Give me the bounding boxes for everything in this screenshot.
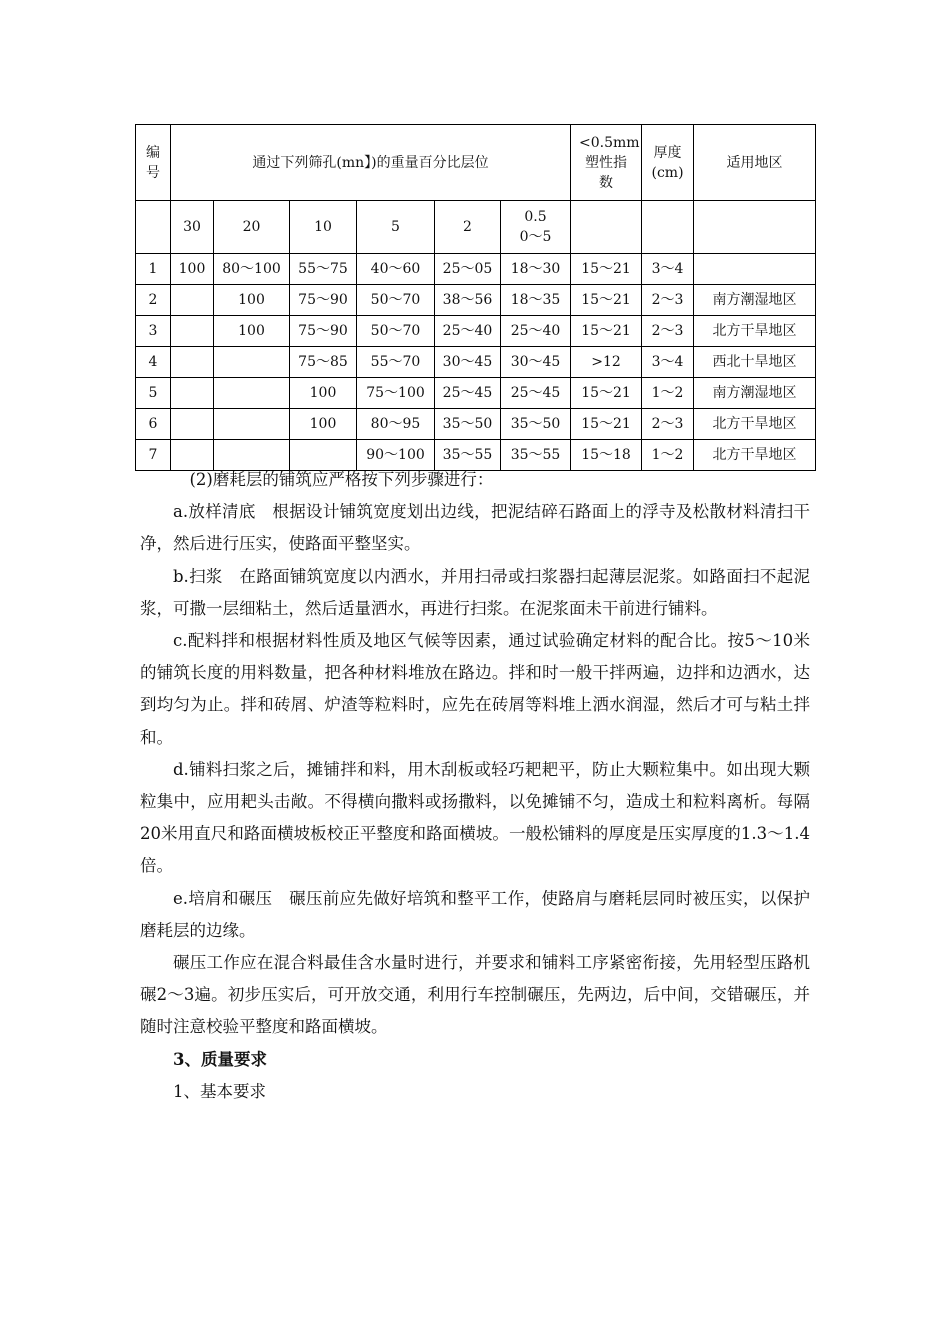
table-cell <box>136 201 171 254</box>
table-cell <box>214 378 290 409</box>
table-cell <box>214 347 290 378</box>
table-cell: 25～45 <box>435 378 501 409</box>
paragraph-step-b: b.扫浆 在路面铺筑宽度以内洒水，并用扫帚或扫浆器扫起薄层泥浆。如路面扫不起泥浆，可撒一层细粘土，然后适量洒水，再进行扫浆。在泥浆面未干前进行铺料。 <box>140 566 810 618</box>
table-cell <box>214 409 290 440</box>
table-cell: 80～100 <box>214 254 290 285</box>
table-cell: 3～4 <box>642 347 694 378</box>
sieve-size: 2 <box>435 201 501 254</box>
table-cell: 北方干旱地区 <box>694 440 816 471</box>
table-cell: 55～70 <box>357 347 435 378</box>
table-cell: 7 <box>136 440 171 471</box>
table-cell: 35～50 <box>501 409 571 440</box>
table-cell: 50～70 <box>357 316 435 347</box>
paragraph-step-d: d.铺料扫浆之后，摊铺拌和料，用木刮板或轻巧耙耙平，防止大颗粒集中。如出现大颗粒集中，应用耙头击敞。不得横向撒料或扬撒料，以免摊铺不匀，造成土和粒料离析。每隔20米用直尺和路面横坡板校正平整度和路面横坡。一般松铺料的厚度是压实厚度的1.3～1.4倍。 <box>140 759 810 876</box>
table-cell <box>694 201 816 254</box>
table-cell: 25～45 <box>501 378 571 409</box>
table-cell: 35～50 <box>435 409 501 440</box>
sieve-size: 0～5 <box>519 229 552 245</box>
table-cell <box>694 254 816 285</box>
table-cell: 2～3 <box>642 409 694 440</box>
table-cell: 6 <box>136 409 171 440</box>
sieve-size: 30 <box>171 201 214 254</box>
table-cell: 4 <box>136 347 171 378</box>
grading-table <box>135 124 816 471</box>
table-cell: 100 <box>290 409 357 440</box>
sieve-size: 20 <box>214 201 290 254</box>
table-cell: 75～90 <box>290 316 357 347</box>
table-cell: 1～2 <box>642 378 694 409</box>
table-cell: 3 <box>136 316 171 347</box>
table-row <box>136 347 816 378</box>
table-cell: 100 <box>214 316 290 347</box>
table-cell: 北方干旱地区 <box>694 409 816 440</box>
table-cell: 35～55 <box>435 440 501 471</box>
table-cell <box>642 201 694 254</box>
table-cell: >12 <box>571 347 642 378</box>
header-plasticity: <0.5mm塑性指数 <box>571 125 642 201</box>
table-cell: 15～21 <box>571 409 642 440</box>
paragraph-rolling: 碾压工作应在混合料最佳含水量时进行，并要求和铺料工序紧密衔接，先用轻型压路机碾2～3遍。初步压实后，可开放交通，利用行车控制碾压，先两边，后中间，交错碾压，并随时注意校验平整度和路面横坡。 <box>140 953 810 1037</box>
table-cell: 75～100 <box>357 378 435 409</box>
table-cell: 2～3 <box>642 285 694 316</box>
table-cell: 100 <box>214 285 290 316</box>
header-thickness: 厚度(cm) <box>642 125 694 201</box>
table-row <box>136 316 816 347</box>
sieve-size: 0.5 <box>524 209 547 225</box>
table-cell <box>571 201 642 254</box>
table-cell: 25～05 <box>435 254 501 285</box>
table-cell: 南方潮湿地区 <box>694 285 816 316</box>
subheading-basic-requirements: 1、基本要求 <box>173 1081 266 1101</box>
paragraph-intro: (2)磨耗层的铺筑应严格按下列步骤进行： <box>189 470 494 489</box>
table-cell: 35～55 <box>501 440 571 471</box>
paragraph-step-e: e.培肩和碾压 碾压前应先做好培筑和整平工作，使路肩与磨耗层同时被压实，以保护磨耗层的边缘。 <box>140 888 810 940</box>
table-cell <box>171 285 214 316</box>
body-text <box>140 464 810 1108</box>
table-cell: 15～21 <box>571 254 642 285</box>
paragraph-step-a: a.放样清底 根据设计铺筑宽度划出边线，把泥结碎石路面上的浮寺及松散材料清扫干净，然后进行压实，使路面平整坚实。 <box>140 502 810 554</box>
table-cell: 3～4 <box>642 254 694 285</box>
table-cell: 55～75 <box>290 254 357 285</box>
table-row <box>136 409 816 440</box>
header-number: 编号 <box>136 125 171 201</box>
table-cell: 40～60 <box>357 254 435 285</box>
table-cell: 1～2 <box>642 440 694 471</box>
paragraph-step-c: c.配料拌和根据材料性质及地区气候等因素，通过试验确定材料的配合比。按5～10米的铺筑长度的用料数量，把各种材料堆放在路边。拌和时一般干拌两遍，边拌和边洒水，达到均匀为止。拌和砖屑、炉渣等粒料时，应先在砖屑等料堆上洒水润湿，然后才可与粘土拌和。 <box>140 631 810 747</box>
table-cell: 15～18 <box>571 440 642 471</box>
table-cell: 2 <box>136 285 171 316</box>
table-cell: 5 <box>136 378 171 409</box>
table-cell: 80～95 <box>357 409 435 440</box>
sieve-size: 5 <box>357 201 435 254</box>
header-region: 适用地区 <box>694 125 816 201</box>
table-row <box>136 254 816 285</box>
table-subheader-row <box>136 201 816 254</box>
table-cell: 90～100 <box>357 440 435 471</box>
table-cell: 25～40 <box>501 316 571 347</box>
table-cell: 2～3 <box>642 316 694 347</box>
table-cell: 18～35 <box>501 285 571 316</box>
table-cell: 100 <box>171 254 214 285</box>
table-cell: 75～90 <box>290 285 357 316</box>
table-row <box>136 285 816 316</box>
table-cell: 西北十旱地区 <box>694 347 816 378</box>
header-sieve-title: 通过下列筛孔(mn】)的重量百分比层位 <box>171 125 571 201</box>
table-cell: 北方干旱地区 <box>694 316 816 347</box>
table-header-row <box>136 125 816 201</box>
table-cell: 15～21 <box>571 316 642 347</box>
table-cell: 15～21 <box>571 285 642 316</box>
table-cell: 25～40 <box>435 316 501 347</box>
table-cell: 50～70 <box>357 285 435 316</box>
table-cell: 1 <box>136 254 171 285</box>
sieve-size-stacked <box>501 201 571 254</box>
table-cell: 南方潮湿地区 <box>694 378 816 409</box>
table-cell: 100 <box>290 378 357 409</box>
table-cell <box>171 347 214 378</box>
table-cell: 75～85 <box>290 347 357 378</box>
table-cell: 30～45 <box>435 347 501 378</box>
sieve-size: 10 <box>290 201 357 254</box>
section-heading-quality: 3、质量要求 <box>173 1049 267 1069</box>
table-cell: 18～30 <box>501 254 571 285</box>
table-cell: 15～21 <box>571 378 642 409</box>
table-cell: 38～56 <box>435 285 501 316</box>
table-cell: 30～45 <box>501 347 571 378</box>
table-cell <box>171 378 214 409</box>
table-cell <box>171 409 214 440</box>
table-row <box>136 378 816 409</box>
table-cell <box>171 316 214 347</box>
